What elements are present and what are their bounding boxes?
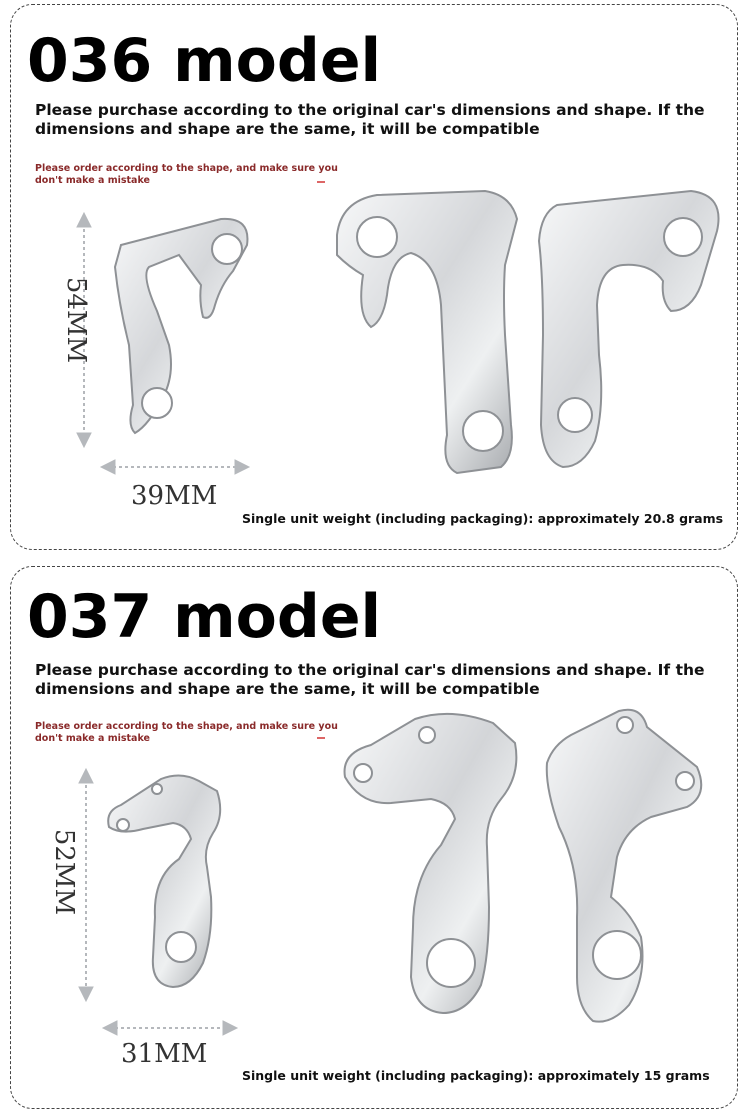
derailleur-hanger-icon: [337, 191, 517, 473]
derailleur-hanger-icon: [547, 710, 701, 1022]
model-title: 036 model: [27, 26, 382, 96]
vertical-dimension-arrow-icon: [79, 769, 93, 1001]
unit-weight-text: Single unit weight (including packaging): approximately 20.8 grams: [242, 511, 724, 526]
horizontal-dimension-arrow-icon: [103, 1021, 237, 1035]
order-subnote: Please order according to the shape, and make sure you don't make a mistake: [35, 163, 338, 186]
derailleur-hanger-icon: [108, 775, 220, 987]
derailleur-hanger-icon: [115, 219, 247, 433]
model-title: 037 model: [27, 582, 382, 652]
product-card-036: [10, 4, 738, 550]
height-dimension-label: 54MM: [61, 276, 91, 364]
unit-weight-text: Single unit weight (including packaging): approximately 15 grams: [242, 1068, 710, 1083]
derailleur-hanger-icon: [539, 191, 719, 467]
derailleur-hanger-icon: [345, 714, 517, 1013]
product-card-037: [10, 566, 738, 1109]
purchase-notice: Please purchase according to the original car's dimensions and shape. If the dimensions and shape are the same, it will be compatible: [35, 661, 705, 698]
height-dimension-label: 52MM: [49, 828, 79, 916]
order-subnote: Please order according to the shape, and make sure you don't make a mistake: [35, 721, 338, 744]
width-dimension-label: 31MM: [121, 1039, 208, 1069]
hanger-illustration-037: [11, 567, 738, 1109]
horizontal-dimension-arrow-icon: [101, 460, 249, 474]
hanger-illustration-036: [11, 5, 738, 550]
purchase-notice: Please purchase according to the original car's dimensions and shape. If the dimensions and shape are the same, it will be compatible: [35, 101, 705, 138]
width-dimension-label: 39MM: [131, 481, 218, 511]
